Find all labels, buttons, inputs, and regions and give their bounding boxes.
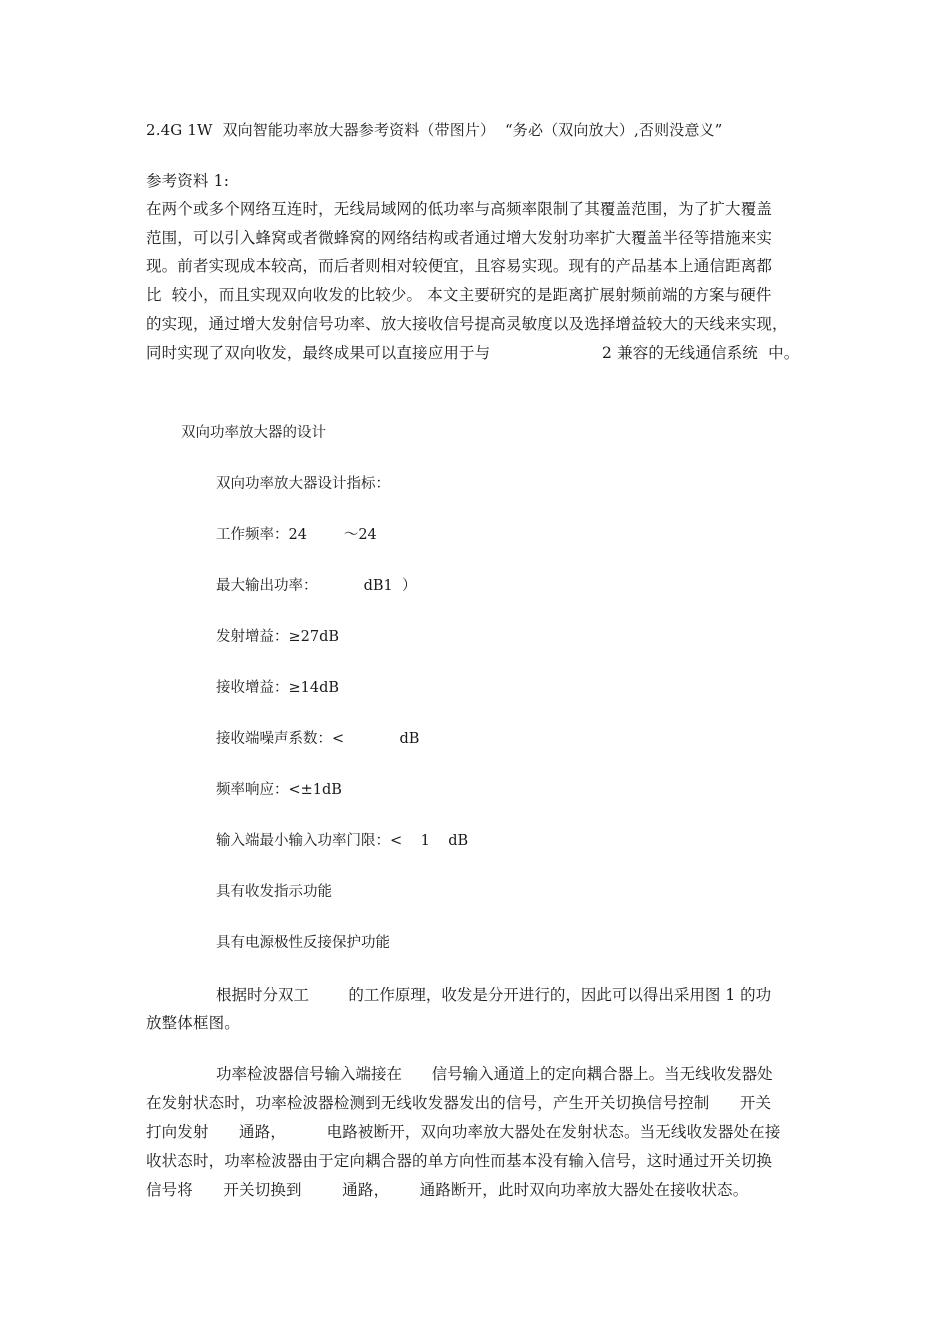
document-title: 2.4G 1W 双向智能功率放大器参考资料（带图片） “务必（双向放大）,否则没意义” [146,121,723,139]
paragraph-line: 打向发射 通路， 电路被断开，双向功率放大器处在发射状态。当无线收发器处在接 [146,1123,781,1141]
paragraph-line: 放整体框图。 [146,1014,240,1032]
intro-line: 范围，可以引入蜂窝或者微蜂窝的网络结构或者通过增大发射功率扩大覆盖半径等措施来实 [146,229,773,247]
paragraph-line: 根据时分双工 的工作原理，收发是分开进行的，因此可以得出采用图 1 的功 [216,986,772,1004]
spec-item: 频率响应：<±1dB [216,782,342,798]
intro-line: 同时实现了双向收发，最终成果可以直接应用于与 2 兼容的无线通信系统 中。 [146,344,800,362]
reference-label: 参考资料 1: [146,172,230,190]
paragraph-line: 在发射状态时，功率检波器检测到无线收发器发出的信号，产生开关切换信号控制 开关 [146,1094,772,1112]
paragraph-line: 收状态时，功率检波器由于定向耦合器的单方向性而基本没有输入信号，这时通过开关切换 [146,1152,773,1170]
spec-item: 具有收发指示功能 [216,884,332,900]
spec-item: 具有电源极性反接保护功能 [216,935,390,951]
intro-line: 现。前者实现成本较高，而后者则相对较便宜，且容易实现。现有的产品基本上通信距离都 [146,257,773,275]
intro-line: 的实现，通过增大发射信号功率、放大接收信号提高灵敏度以及选择增益较大的天线来实现， [146,315,788,333]
spec-heading: 双向功率放大器设计指标： [216,476,390,492]
paragraph-line: 信号将 开关切换到 通路， 通路断开，此时双向功率放大器处在接收状态。 [146,1181,749,1199]
intro-line: 比 较小，而且实现双向收发的比较少。 本文主要研究的是距离扩展射频前端的方案与硬件 [146,286,772,304]
intro-line: 在两个或多个网络互连时，无线局域网的低功率与高频率限制了其覆盖范围，为了扩大覆盖 [146,200,773,218]
spec-item: 接收增益：≥14dB [216,680,340,696]
spec-item: 发射增益：≥27dB [216,629,340,645]
spec-item: 最大输出功率： dB1 ） [216,578,417,594]
spec-item: 接收端噪声系数：< dB [216,731,420,747]
spec-item: 工作频率：24 ～24 [216,527,377,543]
paragraph-line: 功率检波器信号输入端接在 信号输入通道上的定向耦合器上。当无线收发器处 [216,1065,773,1083]
spec-item: 输入端最小输入功率门限：< 1 dB [216,833,469,849]
section-heading: 双向功率放大器的设计 [181,425,326,441]
